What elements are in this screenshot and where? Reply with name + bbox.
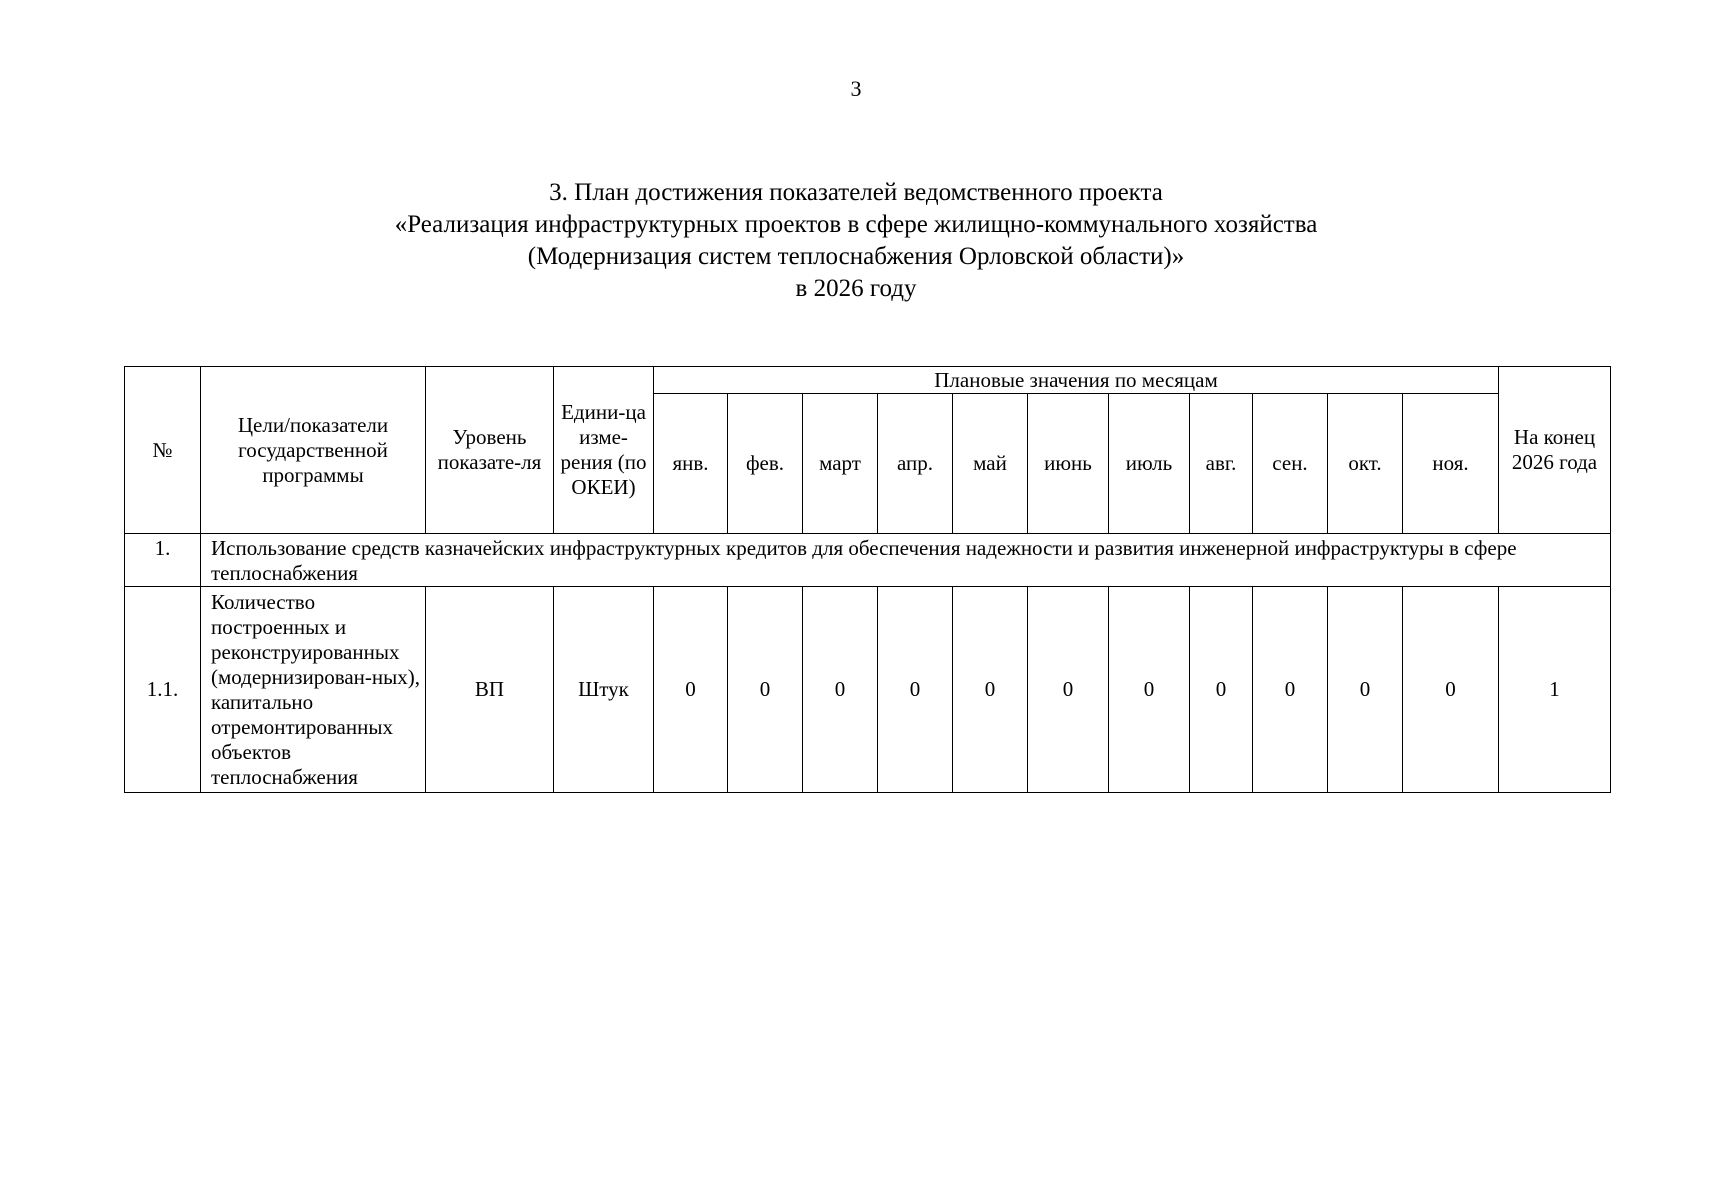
indicator-month-value: 0 <box>1109 587 1190 793</box>
indicator-number: 1.1. <box>125 587 201 793</box>
header-month: сен. <box>1253 394 1328 534</box>
header-month: май <box>953 394 1028 534</box>
plan-table <box>124 366 1611 793</box>
indicator-month-value: 0 <box>1328 587 1403 793</box>
header-row-top <box>125 367 1611 394</box>
page-number: 3 <box>850 76 862 101</box>
header-month: янв. <box>654 394 728 534</box>
header-goal: Цели/показатели государственной программы <box>201 367 426 534</box>
indicator-unit: Штук <box>554 587 654 793</box>
indicator-month-value: 0 <box>1403 587 1499 793</box>
indicator-row <box>125 587 1611 793</box>
indicator-month-value: 0 <box>878 587 953 793</box>
header-unit: Едини-ца изме-рения (по ОКЕИ) <box>554 367 654 534</box>
header-month: апр. <box>878 394 953 534</box>
header-month: июнь <box>1028 394 1109 534</box>
title-line-4: в 2026 году <box>795 275 917 302</box>
header-month: ноя. <box>1403 394 1499 534</box>
header-end-of-year: На конец 2026 года <box>1499 367 1611 534</box>
header-month: окт. <box>1328 394 1403 534</box>
header-level: Уровень показате-ля <box>426 367 554 534</box>
goal-number: 1. <box>125 534 201 587</box>
indicator-month-value: 0 <box>953 587 1028 793</box>
indicator-month-value: 0 <box>1028 587 1109 793</box>
indicator-name: Количество построенных и реконструированных (модернизирован-ных), капитально отремонтированных объектов теплоснабжения <box>201 587 426 793</box>
indicator-month-value: 0 <box>728 587 803 793</box>
indicator-month-value: 0 <box>803 587 878 793</box>
indicator-month-value: 0 <box>1253 587 1328 793</box>
header-num: № <box>125 367 201 534</box>
indicator-month-value: 0 <box>1190 587 1253 793</box>
indicator-level: ВП <box>426 587 554 793</box>
document-title <box>0 177 1712 305</box>
indicator-end-of-year-value: 1 <box>1499 587 1611 793</box>
title-line-3: (Модернизация систем теплоснабжения Орловской области)» <box>527 243 1185 270</box>
header-month: фев. <box>728 394 803 534</box>
header-monthly-group: Плановые значения по месяцам <box>654 367 1499 394</box>
header-month: июль <box>1109 394 1190 534</box>
goal-text: Использование средств казначейских инфраструктурных кредитов для обеспечения надежности и развития инженерной инфраструктуры в сфере теплоснабжения <box>201 534 1611 587</box>
indicator-month-value: 0 <box>654 587 728 793</box>
goal-row <box>125 534 1611 587</box>
header-month: авг. <box>1190 394 1253 534</box>
header-month: март <box>803 394 878 534</box>
title-line-2: «Реализация инфраструктурных проектов в сфере жилищно-коммунального хозяйства <box>394 211 1318 238</box>
title-line-1: 3. План достижения показателей ведомственного проекта <box>549 179 1163 206</box>
